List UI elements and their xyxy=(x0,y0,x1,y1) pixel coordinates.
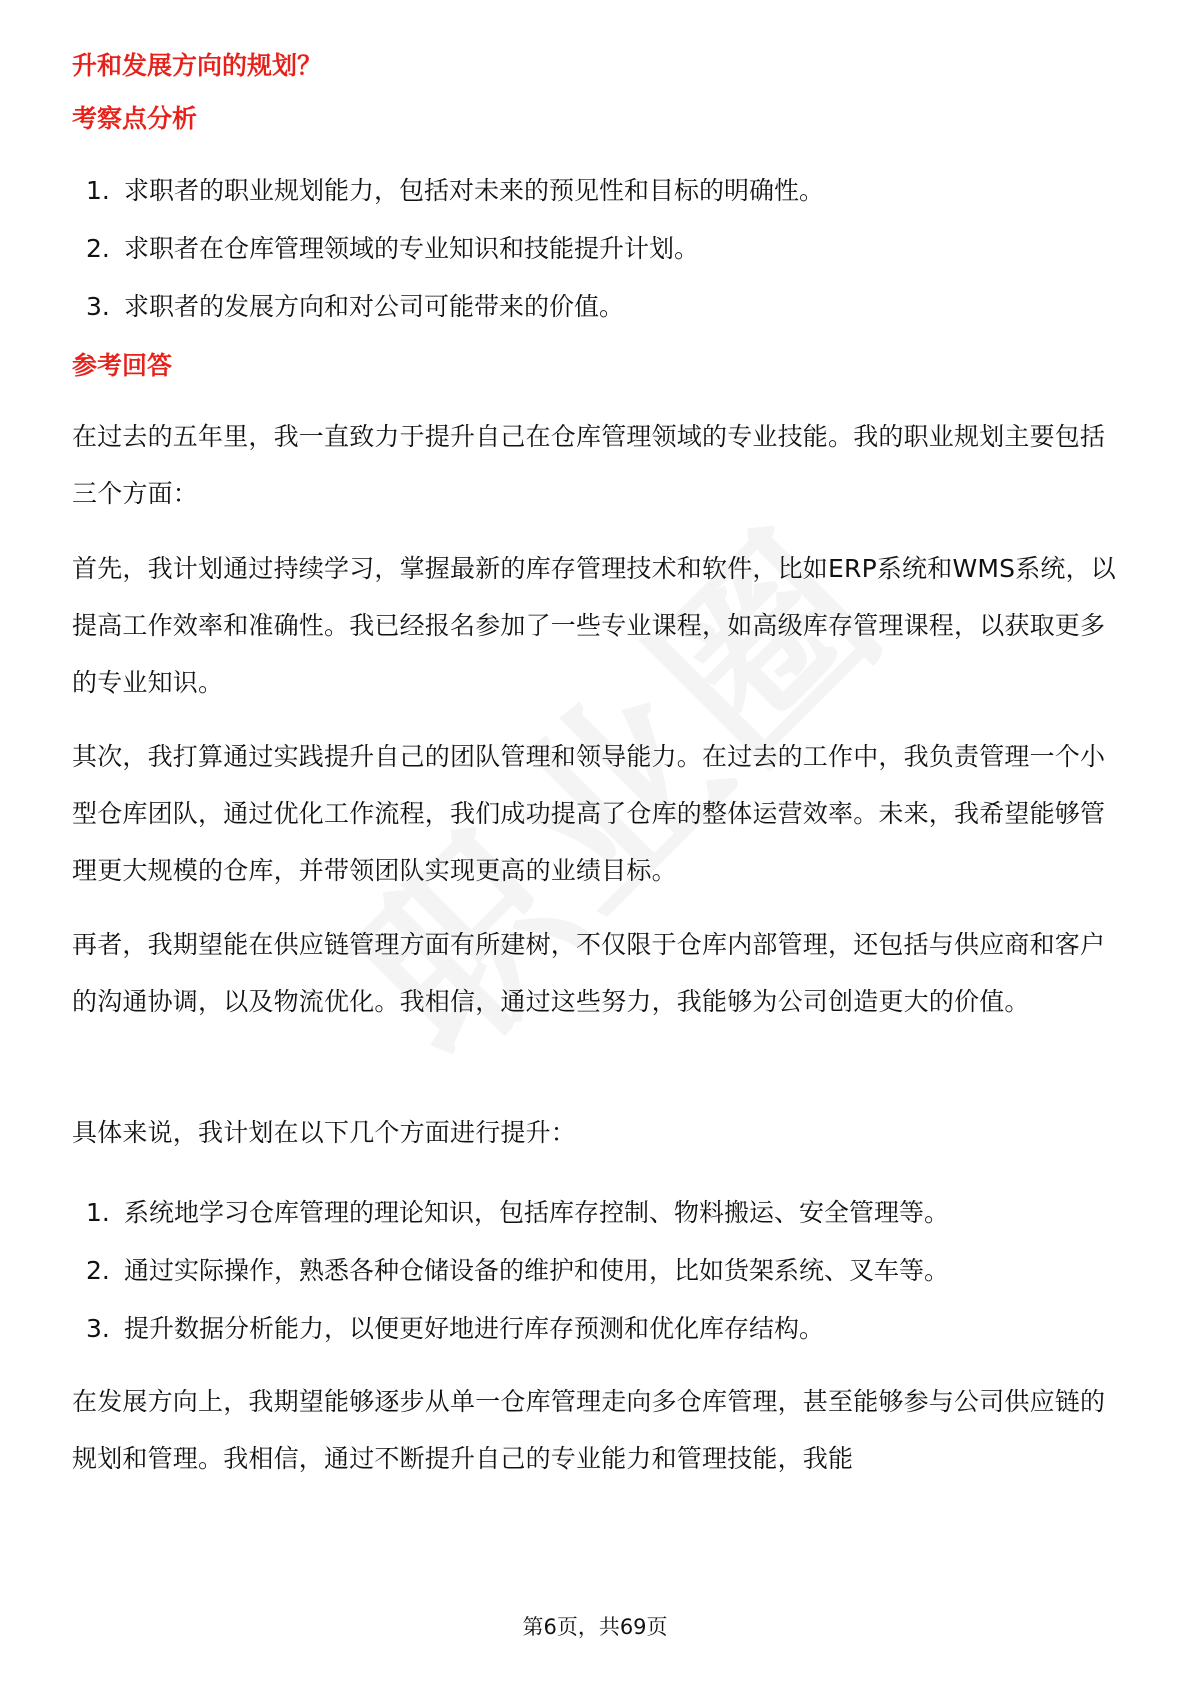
answer-paragraph-4: 再者，我期望能在供应链管理方面有所建树，不仅限于仓库内部管理，还包括与供应商和客户的沟通协调，以及物流优化。我相信，通过这些努力，我能够为公司创造更大的价值。 xyxy=(72,930,1106,1016)
list-text: 系统地学习仓库管理的理论知识，包括库存控制、物料搬运、安全管理等。 xyxy=(124,1198,950,1227)
answer-heading: 参考回答 xyxy=(72,351,173,380)
page-number: 第6页，共69页 xyxy=(522,1615,668,1639)
analysis-list xyxy=(72,176,1118,350)
analysis-heading: 考察点分析 xyxy=(72,104,198,133)
list-number: 3. xyxy=(86,292,110,321)
list-item xyxy=(72,234,1118,292)
list-number: 3. xyxy=(86,1314,110,1343)
list-text: 通过实际操作，熟悉各种仓储设备的维护和使用，比如货架系统、叉车等。 xyxy=(124,1256,950,1285)
answer-paragraph-3: 其次，我打算通过实践提升自己的团队管理和领导能力。在过去的工作中，我负责管理一个小型仓库团队，通过优化工作流程，我们成功提高了仓库的整体运营效率。未来，我希望能够管理更大规模的仓库，并带领团队实现更高的业绩目标。 xyxy=(72,742,1106,885)
list-text: 求职者的发展方向和对公司可能带来的价值。 xyxy=(124,292,625,321)
list-text: 提升数据分析能力，以便更好地进行库存预测和优化库存结构。 xyxy=(124,1314,825,1343)
list-number: 1. xyxy=(86,1198,110,1227)
answer-paragraph-2: 首先，我计划通过持续学习，掌握最新的库存管理技术和软件，比如ERP系统和WMS系统，以提高工作效率和准确性。我已经报名参加了一些专业课程，如高级库存管理课程，以获取更多的专业知识。 xyxy=(72,554,1117,697)
list-item xyxy=(72,1198,1118,1256)
answer-paragraph-1: 在过去的五年里，我一直致力于提升自己在仓库管理领域的专业技能。我的职业规划主要包括三个方面： xyxy=(72,422,1106,508)
list-text: 求职者在仓库管理领域的专业知识和技能提升计划。 xyxy=(124,234,700,263)
list-number: 2. xyxy=(86,234,110,263)
list-item xyxy=(72,1314,1118,1372)
plan-list xyxy=(72,1198,1118,1372)
list-number: 2. xyxy=(86,1256,110,1285)
list-item xyxy=(72,292,1118,350)
list-item xyxy=(72,176,1118,234)
list-item xyxy=(72,1256,1118,1314)
list-text: 求职者的职业规划能力，包括对未来的预见性和目标的明确性。 xyxy=(124,176,825,205)
continued-heading: 升和发展方向的规划？ xyxy=(72,51,323,80)
answer-closing-paragraph: 在发展方向上，我期望能够逐步从单一仓库管理走向多仓库管理，甚至能够参与公司供应链的规划和管理。我相信，通过不断提升自己的专业能力和管理技能，我能 xyxy=(72,1387,1106,1473)
list-number: 1. xyxy=(86,176,110,205)
answer-paragraph-5: 具体来说，我计划在以下几个方面进行提升： xyxy=(72,1118,577,1147)
